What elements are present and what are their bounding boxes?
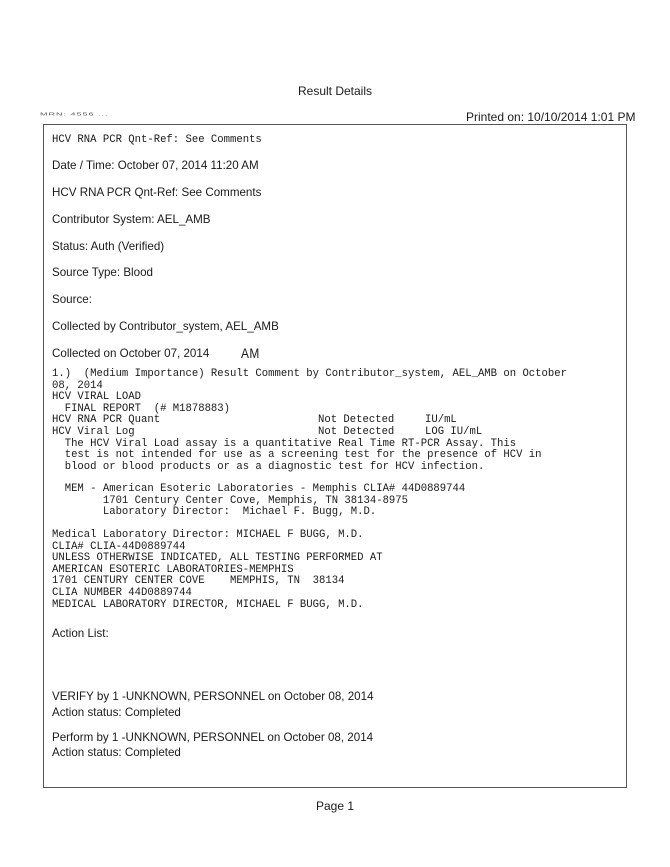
result-unit: IU/mL <box>425 414 457 427</box>
handwritten-am-note: AM <box>241 345 260 361</box>
action-item-status: Action status: Completed <box>52 706 181 719</box>
action-item-title: Perform by 1 -UNKNOWN, PERSONNEL on October 08, 2014 <box>52 731 374 744</box>
assay-text-1: The HCV Viral Load assay is a quantitative Real Time RT-PCR Assay. This <box>52 437 517 450</box>
mem-line-2: 1701 Century Center Cove, Memphis, TN 38134-8975 <box>52 494 409 507</box>
record-heading: HCV RNA PCR Qnt-Ref: See Comments <box>52 134 262 146</box>
footer-line-6: CLIA NUMBER 44D0889744 <box>52 587 192 599</box>
collected-by: Collected by Contributor_system, AEL_AMB <box>52 320 279 333</box>
footer-line-3: UNLESS OTHERWISE INDICATED, ALL TESTING PERFORMED AT <box>52 552 383 565</box>
footer-line-4: AMERICAN ESOTERIC LABORATORIES-MEMPHIS <box>52 563 294 576</box>
footer-line-7: MEDICAL LABORATORY DIRECTOR, MICHAEL F BUGG, M.D. <box>52 598 364 611</box>
action-list-label: Action List: <box>52 627 109 640</box>
result-unit: LOG IU/mL <box>425 425 483 438</box>
source-type: Source Type: Blood <box>52 266 153 279</box>
comment-line-4: FINAL REPORT (# M1878883) <box>52 402 231 415</box>
footer-line-5: 1701 CENTURY CENTER COVE MEMPHIS, TN 38134 <box>52 575 345 588</box>
contributor-system: Contributor System: AEL_AMB <box>52 213 211 226</box>
result-name: HCV RNA PCR Quant <box>52 414 161 427</box>
printed-on: Printed on: 10/10/2014 1:01 PM <box>466 110 636 124</box>
test-name: HCV RNA PCR Qnt-Ref: See Comments <box>52 186 262 199</box>
header-id: MRN: 4556 ... <box>40 111 109 117</box>
comment-line-1: 1.) (Medium Importance) Result Comment by Contributor_system, AEL_AMB on October <box>52 368 567 380</box>
collected-on: Collected on October 07, 2014 <box>52 347 210 360</box>
page-title: Result Details <box>297 84 373 98</box>
status: Status: Auth (Verified) <box>52 240 165 253</box>
assay-text-2: test is not intended for use as a screening test for the presence of HCV in <box>52 449 542 462</box>
mem-line-3: Laboratory Director: Michael F. Bugg, M.D. <box>52 506 377 519</box>
footer-line-1: Medical Laboratory Director: MICHAEL F BUGG, M.D. <box>52 529 364 541</box>
results-table <box>52 415 612 439</box>
source: Source: <box>52 293 92 306</box>
mem-line-1: MEM - American Esoteric Laboratories - Memphis CLIA# 44D0889744 <box>52 483 466 495</box>
comment-line-2: 08, 2014 <box>52 379 103 392</box>
result-value: Not Detected <box>318 425 395 438</box>
action-item-status: Action status: Completed <box>52 746 181 759</box>
footer-line-2: CLIA# CLIA-44D0889744 <box>52 540 186 553</box>
action-item-title: VERIFY by 1 -UNKNOWN, PERSONNEL on October 08, 2014 <box>52 690 374 703</box>
result-details-frame <box>43 124 627 788</box>
comment-line-3: HCV VIRAL LOAD <box>52 391 142 404</box>
result-value: Not Detected <box>318 414 395 427</box>
result-name: HCV Viral Log <box>52 425 135 438</box>
assay-text-3: blood or blood products or as a diagnostic test for HCV infection. <box>52 460 485 473</box>
page-number: Page 1 <box>315 799 355 813</box>
date-time: Date / Time: October 07, 2014 11:20 AM <box>52 159 259 172</box>
